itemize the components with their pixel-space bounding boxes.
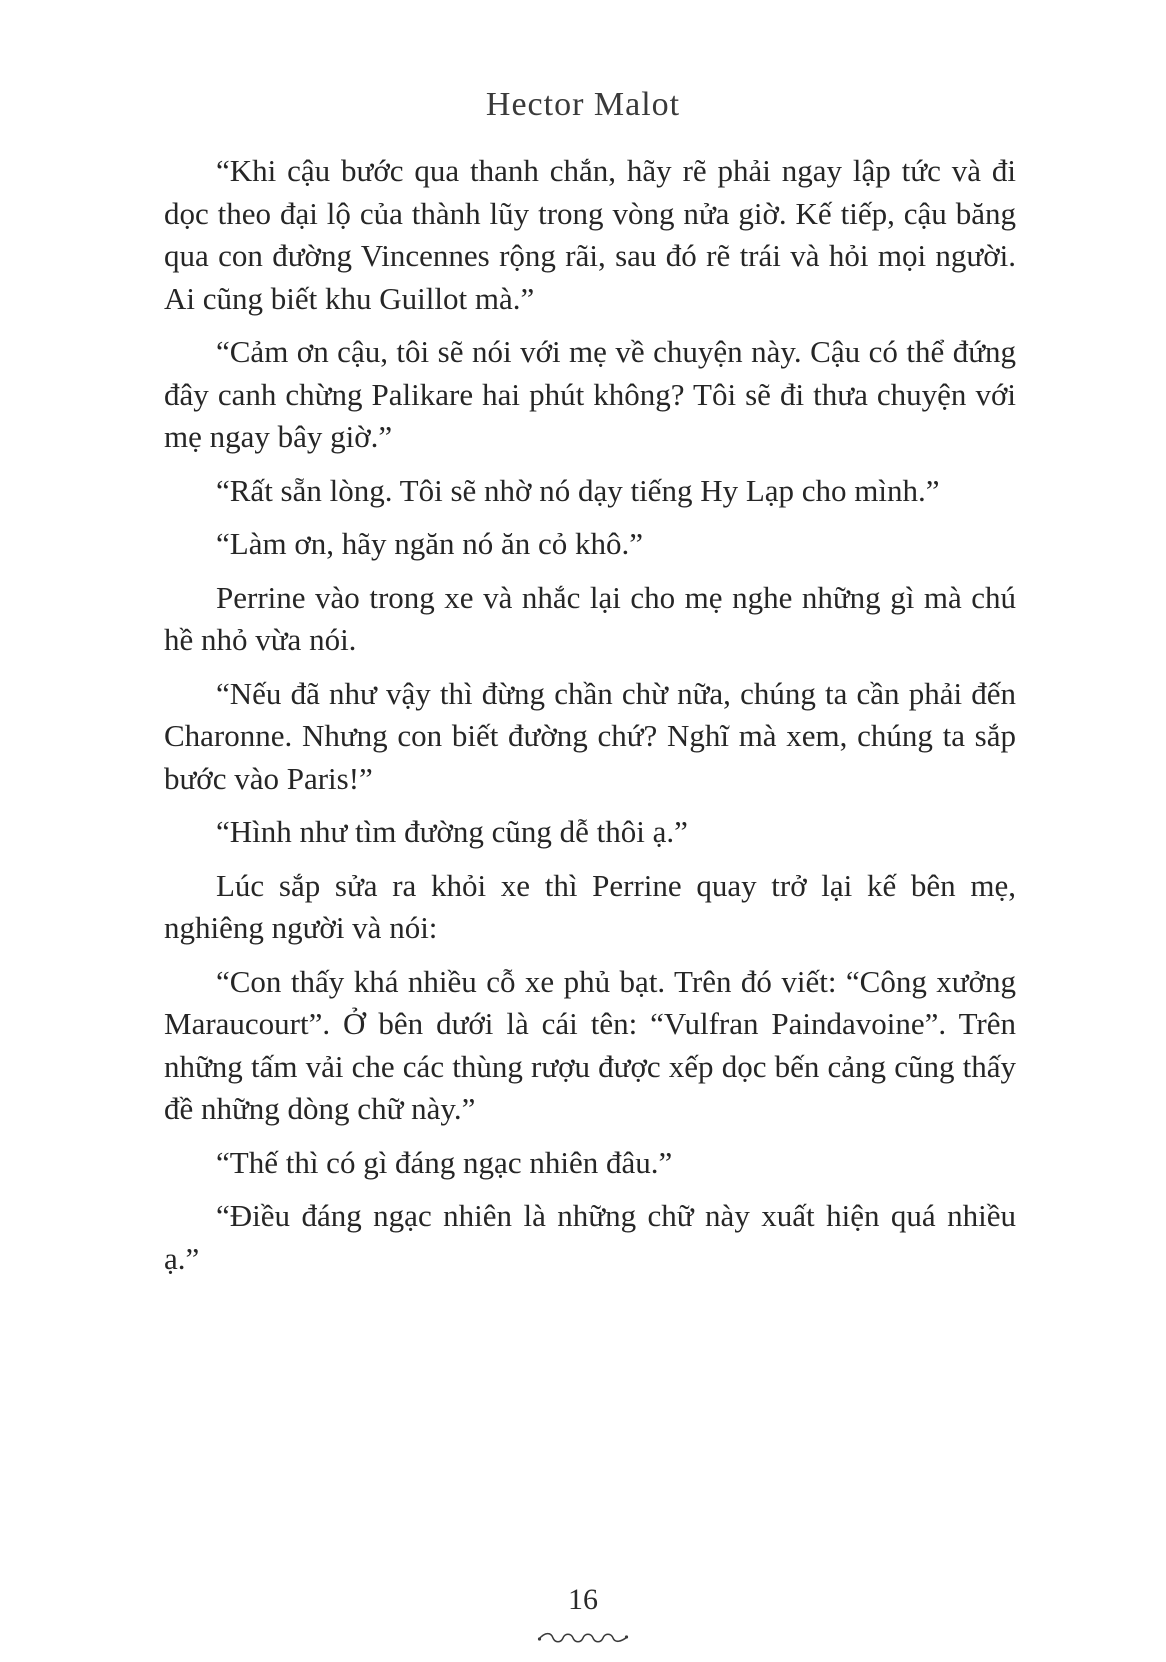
paragraph-9: “Con thấy khá nhiều cỗ xe phủ bạt. Trên đó viết: “Công xưởng Maraucourt”. Ở bên dưới là cái tên: “Vulfran Paindavoine”. Trên những tấm vải che các thùng rượu được xếp dọc bến cảng cũng thấy đề những dòng chữ này.” bbox=[164, 963, 1016, 1126]
paragraph-6: “Nếu đã như vậy thì đừng chần chừ nữa, chúng ta cần phải đến Charonne. Nhưng con biết đường chứ? Nghĩ mà xem, chúng ta sắp bước vào Paris!” bbox=[164, 675, 1016, 796]
paragraph-11: “Điều đáng ngạc nhiên là những chữ này xuất hiện quá nhiều ạ.” bbox=[164, 1198, 1016, 1276]
paragraph-8: Lúc sắp sửa ra khỏi xe thì Perrine quay trở lại kế bên mẹ, nghiêng người và nói: bbox=[164, 867, 1016, 945]
body-text bbox=[164, 150, 1016, 1291]
paragraph-5: Perrine vào trong xe và nhắc lại cho mẹ nghe những gì mà chú hề nhỏ vừa nói. bbox=[164, 579, 1016, 657]
page-number: 16 bbox=[568, 1583, 598, 1616]
paragraph-3: “Rất sẵn lòng. Tôi sẽ nhờ nó dạy tiếng Hy Lạp cho mình.” bbox=[216, 472, 940, 508]
decorative-swirl-icon bbox=[537, 1630, 629, 1646]
paragraph-10: “Thế thì có gì đáng ngạc nhiên đâu.” bbox=[216, 1144, 673, 1180]
paragraph-2: “Cảm ơn cậu, tôi sẽ nói với mẹ về chuyện này. Cậu có thể đứng đây canh chừng Palikare hai phút không? Tôi sẽ đi thưa chuyện với mẹ ngay bây giờ.” bbox=[164, 334, 1016, 454]
paragraph-4: “Làm ơn, hãy ngăn nó ăn cỏ khô.” bbox=[216, 526, 644, 561]
paragraph-1: “Khi cậu bước qua thanh chắn, hãy rẽ phải ngay lập tức và đi dọc theo đại lộ của thành lũy trong vòng nửa giờ. Kế tiếp, cậu băng qua con đường Vincennes rộng rãi, sau đó rẽ trái và hỏi mọi người. Ai cũng biết khu Guillot mà.” bbox=[164, 153, 1016, 316]
running-header-title: Hector Malot bbox=[485, 86, 681, 123]
paragraph-7: “Hình như tìm đường cũng dễ thôi ạ.” bbox=[216, 814, 688, 849]
